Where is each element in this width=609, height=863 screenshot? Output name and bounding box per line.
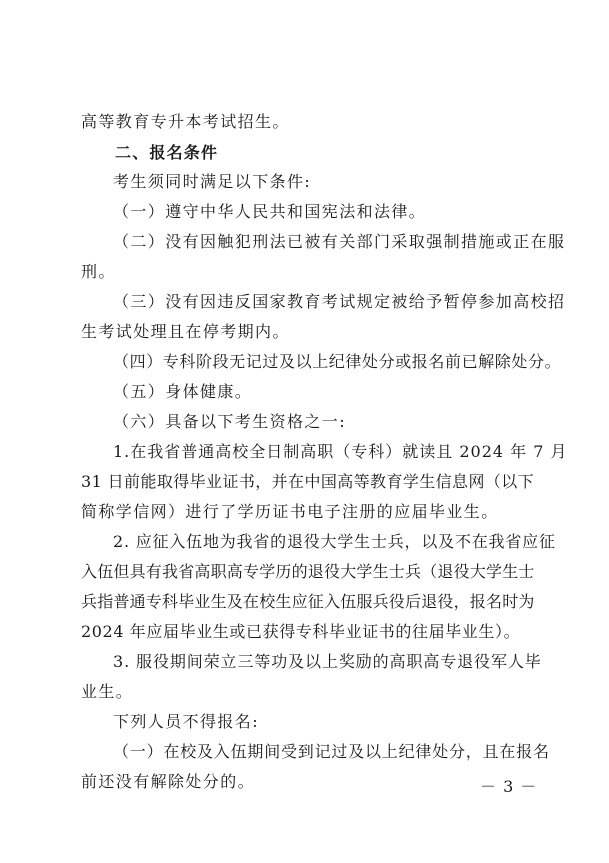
page-number: － 3 － (480, 777, 538, 796)
section-heading: 二、报名条件 (115, 143, 219, 162)
paragraph-line: 兵指普通专科毕业生及在校生应征入伍服兵役后退役，报名时为 (81, 592, 535, 611)
paragraph-line: 简称学信网）进行了学历证书电子注册的应届毕业生。 (81, 502, 499, 521)
paragraph-line: 业生。 (81, 682, 134, 701)
paragraph-line: 3. 服役期间荣立三等功及以上奖励的高职高专退役军人毕 (113, 652, 542, 671)
paragraph-line: 刑。 (81, 262, 116, 281)
paragraph-line: 生考试处理且在停考期内。 (81, 322, 290, 341)
paragraph-line: 入伍但具有我省高职高专学历的退役大学生士兵（退役大学生士 (81, 562, 535, 581)
paragraph-line: 2. 应征入伍地为我省的退役大学生士兵，以及不在我省应征 (113, 532, 556, 551)
paragraph-line: 考生须同时满足以下条件: (113, 172, 312, 191)
paragraph-line: （一）在校及入伍期间受到记过及以上纪律处分，且在报名 (113, 742, 550, 761)
paragraph-line: 2024 年应届毕业生或已获得专科毕业证书的往届毕业生）。 (81, 622, 521, 641)
paragraph-line: （六）具备以下考生资格之一: (113, 412, 346, 431)
paragraph-line: 高等教育专升本考试招生。 (81, 112, 290, 131)
paragraph-line: （一）遵守中华人民共和国宪法和法律。 (113, 202, 427, 221)
paragraph-line: 前还没有解除处分的。 (81, 772, 256, 791)
paragraph-line: 下列人员不得报名: (113, 712, 259, 731)
paragraph-line: 31 日前能取得毕业证书，并在中国高等教育学生信息网（以下 (81, 472, 535, 491)
paragraph-line: （五）身体健康。 (113, 382, 253, 401)
paragraph-line: 1.在我省普通高校全日制高职（专科）就读且 2024 年 7 月 (113, 442, 568, 461)
paragraph-line: （四）专科阶段无记过及以上纪律处分或报名前已解除处分。 (113, 352, 562, 371)
paragraph-line: （三）没有因违反国家教育考试规定被给予暂停参加高校招 (113, 292, 566, 311)
paragraph-line: （二）没有因触犯刑法已被有关部门采取强制措施或正在服 (113, 232, 566, 251)
